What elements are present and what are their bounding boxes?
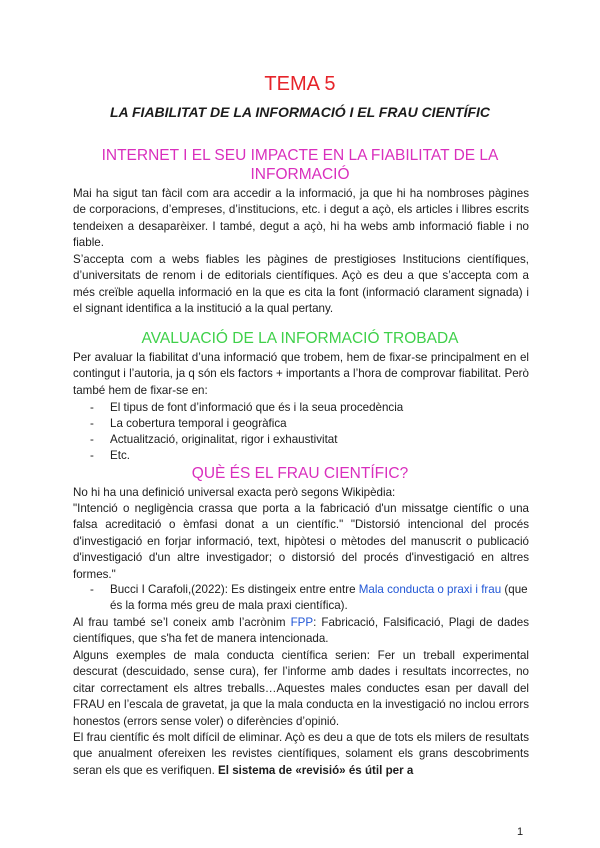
fpp-text-end: : Fabricació, Falsificació, Plagi de dades científiques, que s'ha fet de manera intencionada. — [73, 616, 530, 646]
page-number: 1 — [517, 826, 524, 838]
paragraph-access: Mai ha sigut tan fàcil com ara accedir a la informació, ja que hi ha nombroses pàgines de corporacions, d’empreses, d’institucions, etc. i degut a açò, els articles i llibres escrits tendeixen a desaparèixer. I també, degut a açò, hi ha webs amb informació fiable i no fiable. — [73, 187, 529, 250]
list-item: Etc. — [110, 449, 130, 462]
bucci-text: Bucci I Carafoli,(2022): Es distingeix entre entre — [110, 583, 359, 596]
section-heading-internet: INTERNET I EL SEU IMPACTE EN LA FIABILITAT DE LA INFORMACIÓ — [101, 147, 499, 183]
paragraph-examples: Alguns exemples de mala conducta científica serien: Fer un treball experimental descurat (descuidado, sense cura), fer l’informe amb dades i resultats incorrectes, no citar correctament els altres treballs…Aquestes males conductes esan per davall del FRAU en l’escala de gravetat, ja que la mala conducta en la investigació no inclou errors honestos (errors sense voler) o diferències d’opinió. — [73, 649, 529, 728]
section-heading-evaluation: AVALUACIÓ DE LA INFORMACIÓ TROBADA — [141, 330, 459, 347]
fpp-text: Al frau també se’l coneix amb l’acrònim — [73, 616, 291, 629]
bucci-text-end: (que és la forma més greu de mala praxi científica). — [110, 583, 528, 613]
page-title: TEMA 5 — [264, 73, 336, 95]
bullet-dash: - — [90, 583, 94, 596]
list-item: El tipus de font d’informació que és i la seua procedència — [110, 401, 404, 414]
paragraph-reliable-webs: S’accepta com a webs fiables les pàgines de prestigioses Institucions científiques, d’universitats de renom i de editorials científiques. Açò es deu a que s’accepta com a més creïble aquella informació en la que es cita la font (informació clarament signada) i el signant identifica a la institució a la qual pertany. — [73, 253, 529, 316]
bullet-dash: - — [90, 401, 94, 414]
paragraph-wikipedia-quote: "Intenció o negligència crassa que porta a la fabricació d'un missatge científic o una falsa acreditació o èmfasi donat a un científic." "Distorsió intencional del procés d'investigació en forjar informació, text, hipòtesi o mètodes del manuscrit o publicació d'investigació d'un altre investigador; o distorsió del procés d'investigació en altres formes." — [73, 502, 529, 581]
bullet-dash: - — [90, 417, 94, 430]
page-subtitle: LA FIABILITAT DE LA INFORMACIÓ I EL FRAU CIENTÍFIC — [109, 104, 491, 120]
bullet-dash: - — [90, 449, 94, 462]
list-item: Actualització, originalitat, rigor i exhaustivitat — [110, 433, 338, 446]
paragraph-fpp — [73, 615, 529, 648]
section-heading-fraud: QUÈ ÉS EL FRAU CIENTÍFIC? — [191, 465, 409, 482]
paragraph-definition-intro: No hi ha una definició universal exacta però segons Wikipèdia: — [73, 486, 396, 499]
list-item-bucci — [110, 582, 530, 615]
mala-conducta-link[interactable]: Mala conducta o praxi i frau — [358, 583, 502, 596]
paragraph-evaluation: Per avaluar la fiabilitat d’una informació que trobem, hem de fixar-se principalment en el contingut i l’autoria, ja q són els factors + importants a l’hora de comprovar fiabilitat. Però també hem de fixar-se en: — [73, 351, 529, 397]
paragraph-elimination — [73, 730, 529, 779]
fpp-link[interactable]: FPP — [290, 616, 314, 629]
elimination-text: El frau científic és molt difícil de eliminar. Açò es deu a que de tots els milers de resultats que anualment ofereixen les revistes científiques, solament els grans descobriments seran els que es verifiquen. — [73, 731, 529, 777]
revision-system-bold: El sistema de «revisió» és útil per a — [218, 763, 414, 777]
bullet-dash: - — [90, 433, 94, 446]
list-item: La cobertura temporal i geogràfica — [110, 417, 287, 430]
